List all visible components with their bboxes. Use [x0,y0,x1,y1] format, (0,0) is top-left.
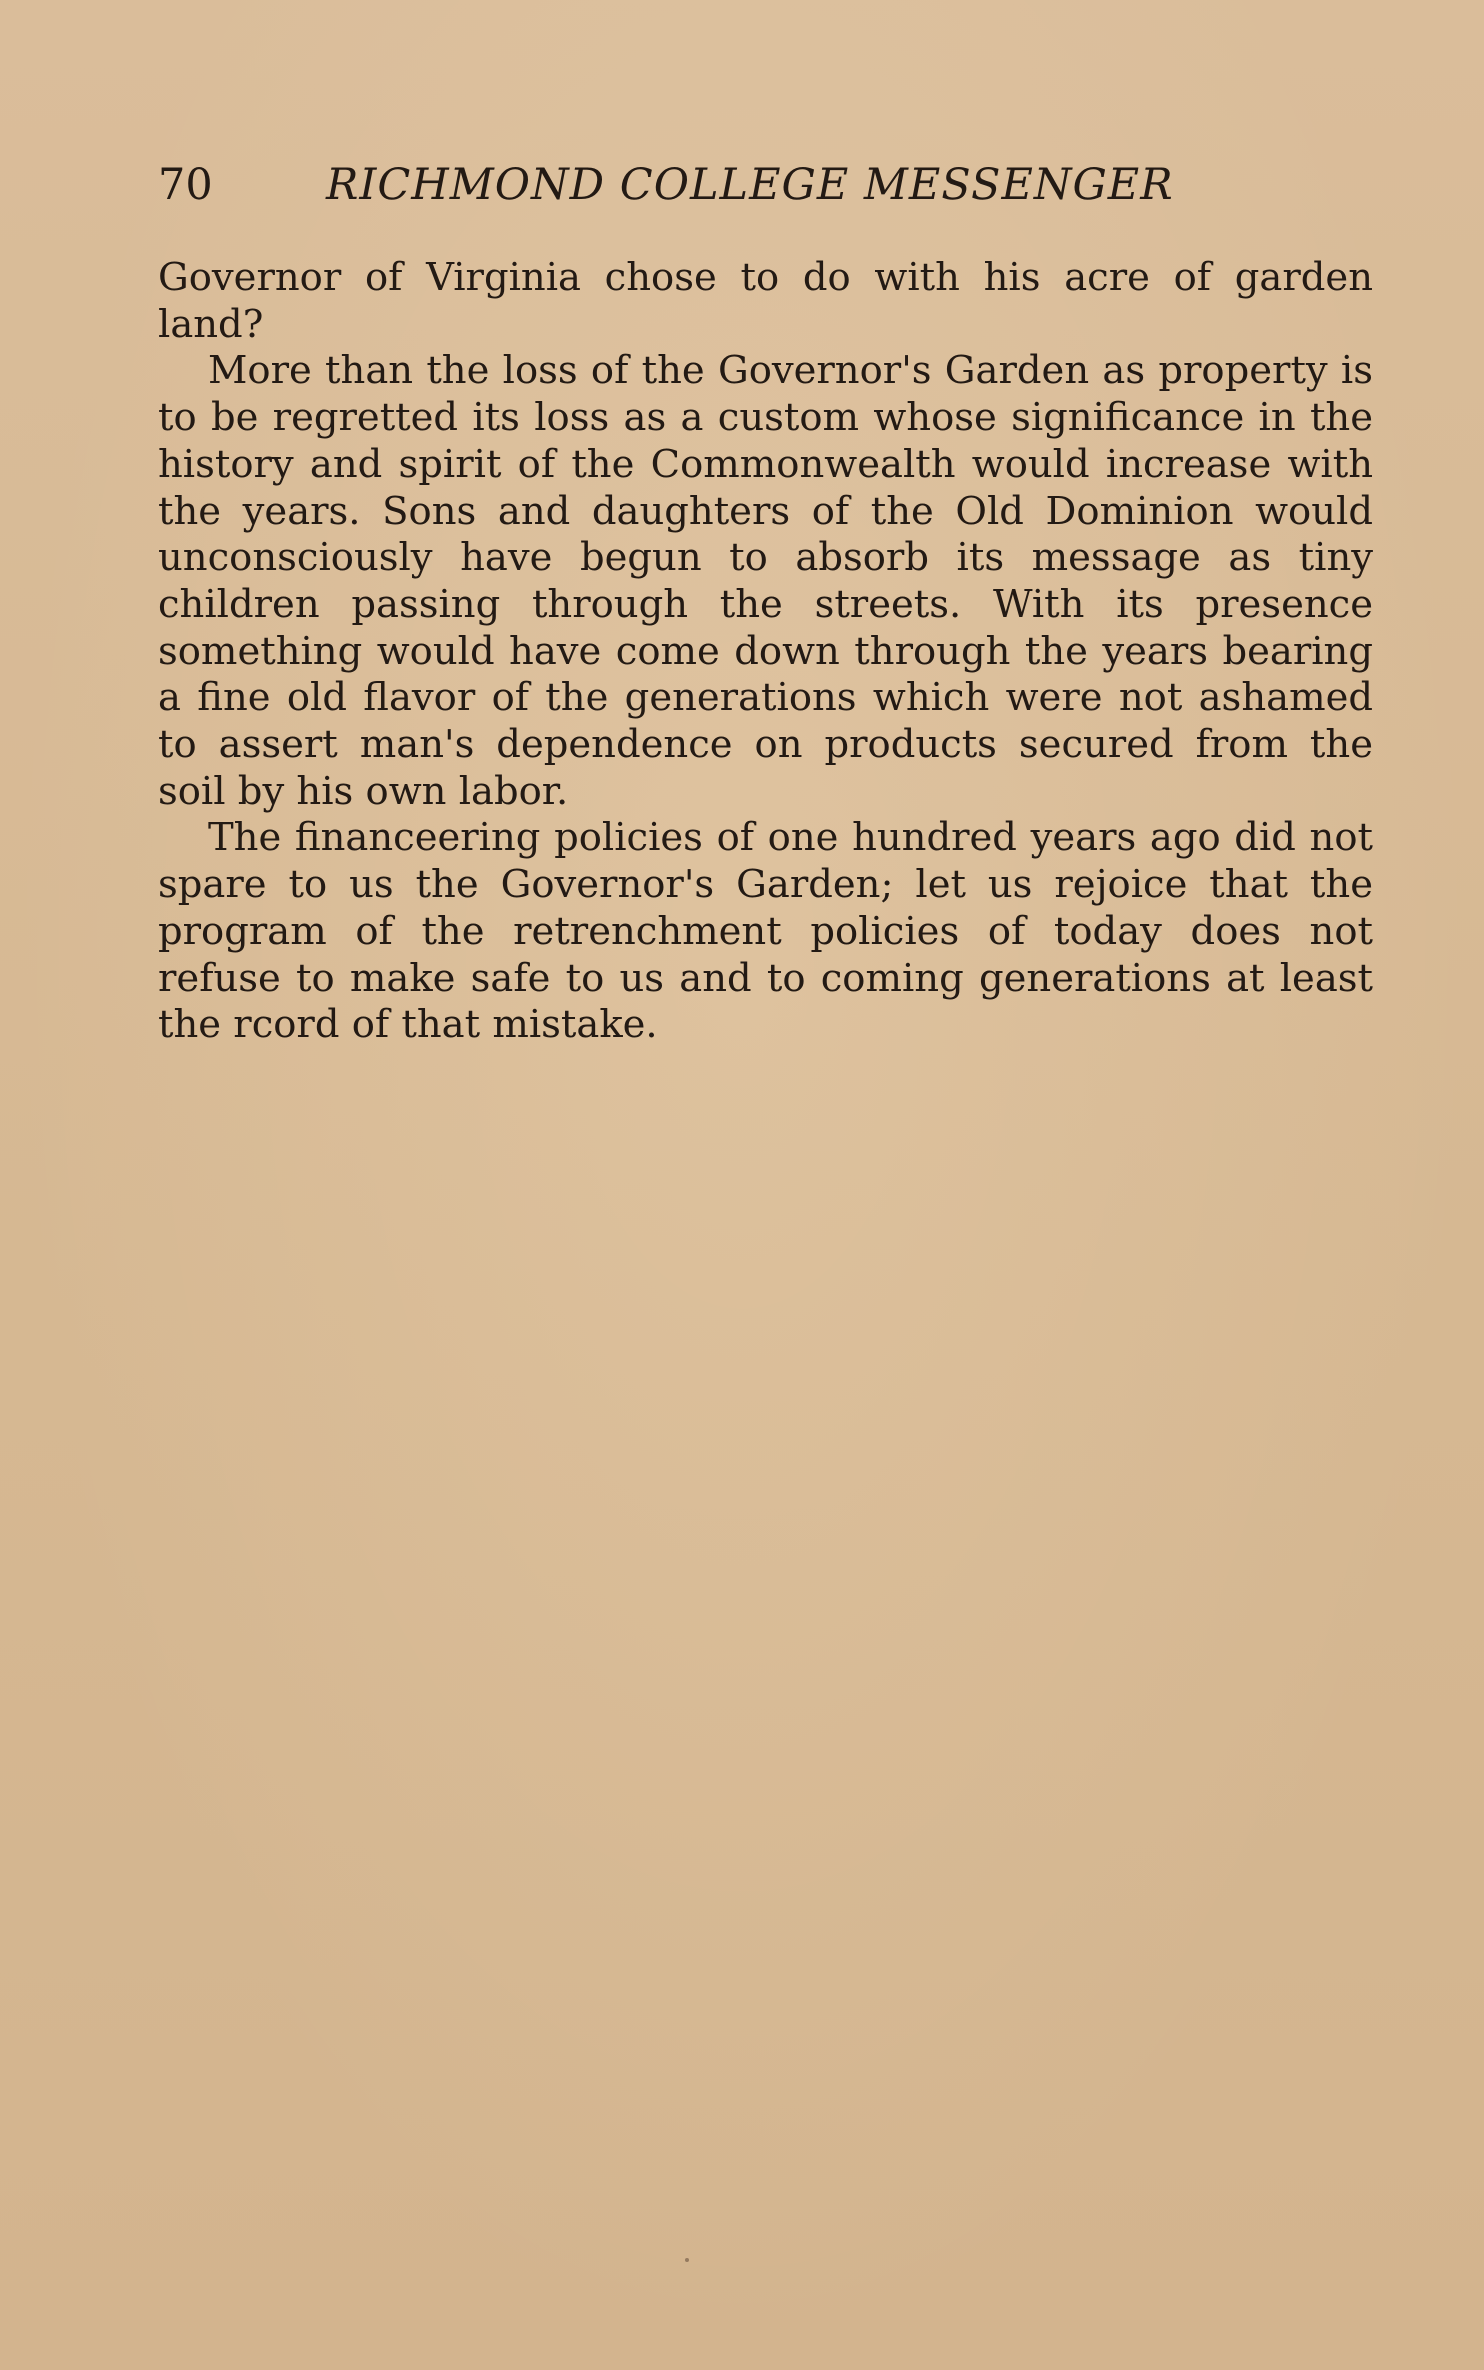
running-head [158,155,1388,215]
page-number: 70 [158,160,213,210]
article-body [158,255,1373,1049]
paragraph: The financeering policies of one hundred years ago did not spare to us the Governor's Garden; let us rejoice that the program of the retrenchment policies of today does not refuse to make safe to us and to coming generations at least the rcord of that mistake. [158,815,1373,1048]
paper-speck [685,2258,689,2262]
paragraph: More than the loss of the Governor's Garden as property is to be regretted its loss as a custom whose significance in the history and spirit of the Commonwealth would increase with the years. Sons and daughters of the Old Dominion would unconsciously have begun to absorb its message as tiny children passing through the streets. With its presence something would have come down through the years bearing a fine old flavor of the generations which were not ashamed to assert man's dependence on products secured from the soil by his own labor. [158,348,1373,814]
journal-title: RICHMOND COLLEGE MESSENGER [326,160,1174,210]
paragraph-continuation: Governor of Virginia chose to do with his acre of garden land? [158,255,1373,347]
